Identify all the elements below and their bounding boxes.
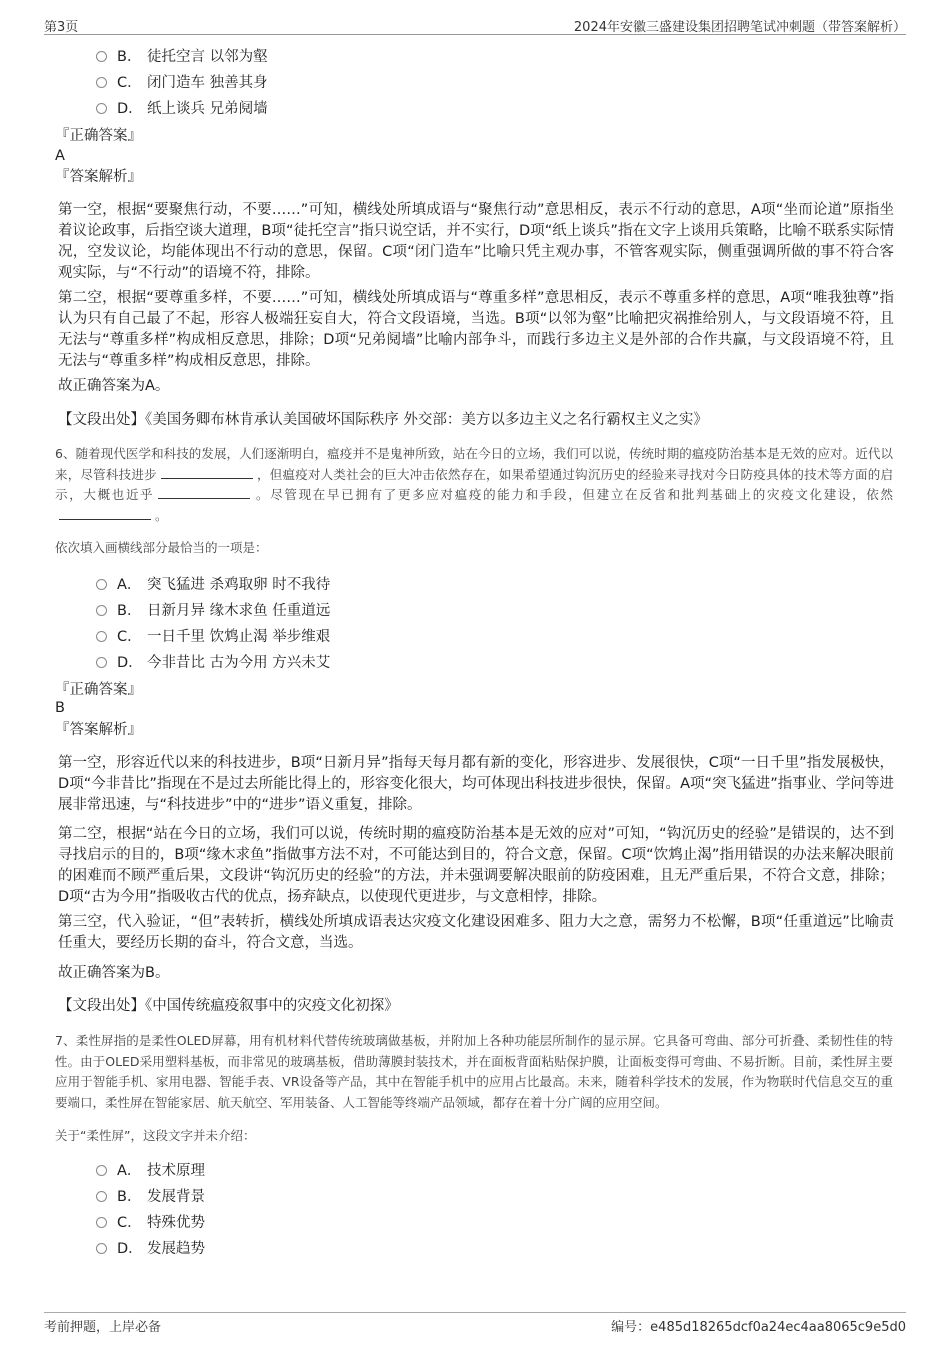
q6-option-a[interactable]: A． 突飞猛进 杀鸡取卵 时不我待 xyxy=(96,572,330,598)
q7-options xyxy=(96,1158,205,1262)
q5-answer-label: 『正确答案』 xyxy=(55,128,142,144)
q6-analysis-label: 『答案解析』 xyxy=(55,722,142,738)
radio-icon[interactable] xyxy=(96,579,107,590)
radio-icon[interactable] xyxy=(96,657,107,668)
q6-analysis-para-2: 第二空，根据“站在今日的立场，我们可以说，传统时期的瘟疫防治基本是无效的应对”可知，“钩沉历史的经验”是错误的，达不到寻找启示的目的，B项“缘木求鱼”指做事方法不对，不可能达到目的，符合文意，保留。C项“饮鸩止渴”指用错误的办法来解决眼前的困难而不顾严重后果，文段讲“钩沉历史的经验”的方法，并未强调要解决眼前的防疫困难，且无严重后果，不符合文意，排除；D项“古为今用”指吸收古代的优点，扬弃缺点，以使现代更进步，与文意相悖，排除。 xyxy=(58,826,894,905)
radio-icon[interactable] xyxy=(96,103,107,114)
q6-prompt: 依次填入画横线部分最恰当的一项是： xyxy=(55,540,268,555)
q5-options xyxy=(96,44,268,122)
q6-option-c[interactable]: C． 一日千里 饮鸩止渴 举步维艰 xyxy=(96,624,330,650)
q7-option-d[interactable]: D． 发展趋势 xyxy=(96,1236,205,1262)
radio-icon[interactable] xyxy=(96,51,107,62)
q5-conclusion: 故正确答案为A。 xyxy=(58,378,170,394)
radio-icon[interactable] xyxy=(96,605,107,616)
page-footer xyxy=(44,1312,906,1335)
q5-source: 【文段出处】《美国务卿布林肯承认美国破坏国际秩序 外交部：美方以多边主义之名行霸权主义之实》 xyxy=(58,412,708,428)
q7-prompt: 关于“柔性屏”，这段文字并未介绍： xyxy=(55,1128,256,1143)
q5-option-b[interactable]: B． 徒托空言 以邻为壑 xyxy=(96,44,268,70)
q7-option-a[interactable]: A． 技术原理 xyxy=(96,1158,205,1184)
q6-analysis-para-1: 第一空，形容近代以来的科技进步，B项“日新月异”指每天每月都有新的变化，形容进步、发展很快，C项“一日千里”指发展极快，D项“今非昔比”指现在不是过去所能比得上的，形容变化很大，均可体现出科技进步很快，保留。A项“突飞猛进”指事业、学问等进展非常迅速，与“科技进步”中的“进步”语义重复，排除。 xyxy=(58,755,894,813)
q5-option-c[interactable]: C． 闭门造车 独善其身 xyxy=(96,70,268,96)
blank-3 xyxy=(59,507,151,520)
radio-icon[interactable] xyxy=(96,1191,107,1202)
q5-analysis-para-2: 第二空，根据“要尊重多样，不要……”可知，横线处所填成语与“尊重多样”意思相反，表示不尊重多样的意思，A项“唯我独尊”指认为只有自己最了不起，形容人极端狂妄自大，符合文段语境，当选。B项“以邻为壑”比喻把灾祸推给别人，与文段语境不符，且无法与“尊重多样”构成相反意思，排除；D项“兄弟阋墙”比喻内部争斗，而践行多边主义是外部的合作共赢，与文段语境不符，且无法与“尊重多样”构成相反意思，排除。 xyxy=(58,290,894,369)
q6-conclusion: 故正确答案为B。 xyxy=(58,965,170,981)
document-title: 2024年安徽三盛建设集团招聘笔试冲刺题（带答案解析） xyxy=(573,20,906,35)
q5-answer: A xyxy=(55,148,65,164)
radio-icon[interactable] xyxy=(96,1243,107,1254)
q6-answer-label: 『正确答案』 xyxy=(55,682,142,698)
q6-option-b[interactable]: B． 日新月异 缘木求鱼 任重道远 xyxy=(96,598,330,624)
document-id: 编号：e485d18265dcf0a24ec4aa8065c9e5d0 xyxy=(611,1320,906,1335)
q5-analysis-para-1: 第一空，根据“要聚焦行动，不要……”可知，横线处所填成语与“聚焦行动”意思相反，表示不行动的意思，A项“坐而论道”原指坐着议论政事，后指空谈大道理，B项“徒托空言”指只说空话，并不实行，D项“纸上谈兵”指在文字上谈用兵策略，比喻不联系实际情况，空发议论，均能体现出不行动的意思，保留。C项“闭门造车”比喻只凭主观办事，不管客观实际，侧重强调所做的事不符合客观实际，与“不行动”的语境不符，排除。 xyxy=(58,202,894,281)
radio-icon[interactable] xyxy=(96,1165,107,1176)
q6-option-d[interactable]: D． 今非昔比 古为今用 方兴未艾 xyxy=(96,650,330,676)
radio-icon[interactable] xyxy=(96,631,107,642)
q5-analysis-label: 『答案解析』 xyxy=(55,169,142,185)
footer-slogan: 考前押题，上岸必备 xyxy=(44,1320,162,1335)
radio-icon[interactable] xyxy=(96,77,107,88)
page-header xyxy=(44,14,906,35)
q6-source: 【文段出处】《中国传统瘟疫叙事中的灾疫文化初探》 xyxy=(58,998,399,1014)
q7-option-b[interactable]: B． 发展背景 xyxy=(96,1184,205,1210)
page-number: 第3页 xyxy=(44,20,79,35)
radio-icon[interactable] xyxy=(96,1217,107,1228)
q5-option-d[interactable]: D． 纸上谈兵 兄弟阋墙 xyxy=(96,96,268,122)
q6-stem: 6、随着现代医学和科技的发展，人们逐渐明白，瘟疫并不是鬼神所致，站在今日的立场，我们可以说，传统时期的瘟疫防治基本是无效的应对。近代以来，尽管科技进步 ，但瘟疫对人类社会的巨大冲击依然存在，如果希望通过钩沉历史的经验来寻找对今日防疫具体的技术等方面的启示，大概也近乎 。尽管现在早已拥有了更多应对瘟疫的能力和手段，但建立在反省和批判基础上的灾疫文化建设，依然。 xyxy=(55,446,893,523)
blank-2 xyxy=(158,486,250,499)
q7-stem: 7、柔性屏指的是柔性OLED屏幕，用有机材料代替传统玻璃做基板，并附加上各种功能层所制作的显示屏。它具备可弯曲、部分可折叠、柔韧性佳的特性。由于OLED采用塑料基板，而非常见的玻璃基板，借助薄膜封装技术，并在面板背面粘贴保护膜，让面板变得可弯曲、不易折断。目前，柔性屏主要应用于智能手机、家用电器、智能手表、VR设备等产品，其中在智能手机中的应用占比最高。未来，随着科学技术的发展，作为物联时代信息交互的重要端口，柔性屏在智能家居、航天航空、军用装备、人工智能等终端产品领域，都存在着十分广阔的应用空间。 xyxy=(55,1033,893,1110)
blank-1 xyxy=(161,466,253,479)
q7-option-c[interactable]: C． 特殊优势 xyxy=(96,1210,205,1236)
q6-analysis-para-3: 第三空，代入验证，“但”表转折，横线处所填成语表达灾疫文化建设困难多、阻力大之意，需努力不松懈，B项“任重道远”比喻责任重大，要经历长期的奋斗，符合文意，当选。 xyxy=(58,914,894,951)
q6-options xyxy=(96,572,330,676)
q6-answer: B xyxy=(55,700,65,716)
